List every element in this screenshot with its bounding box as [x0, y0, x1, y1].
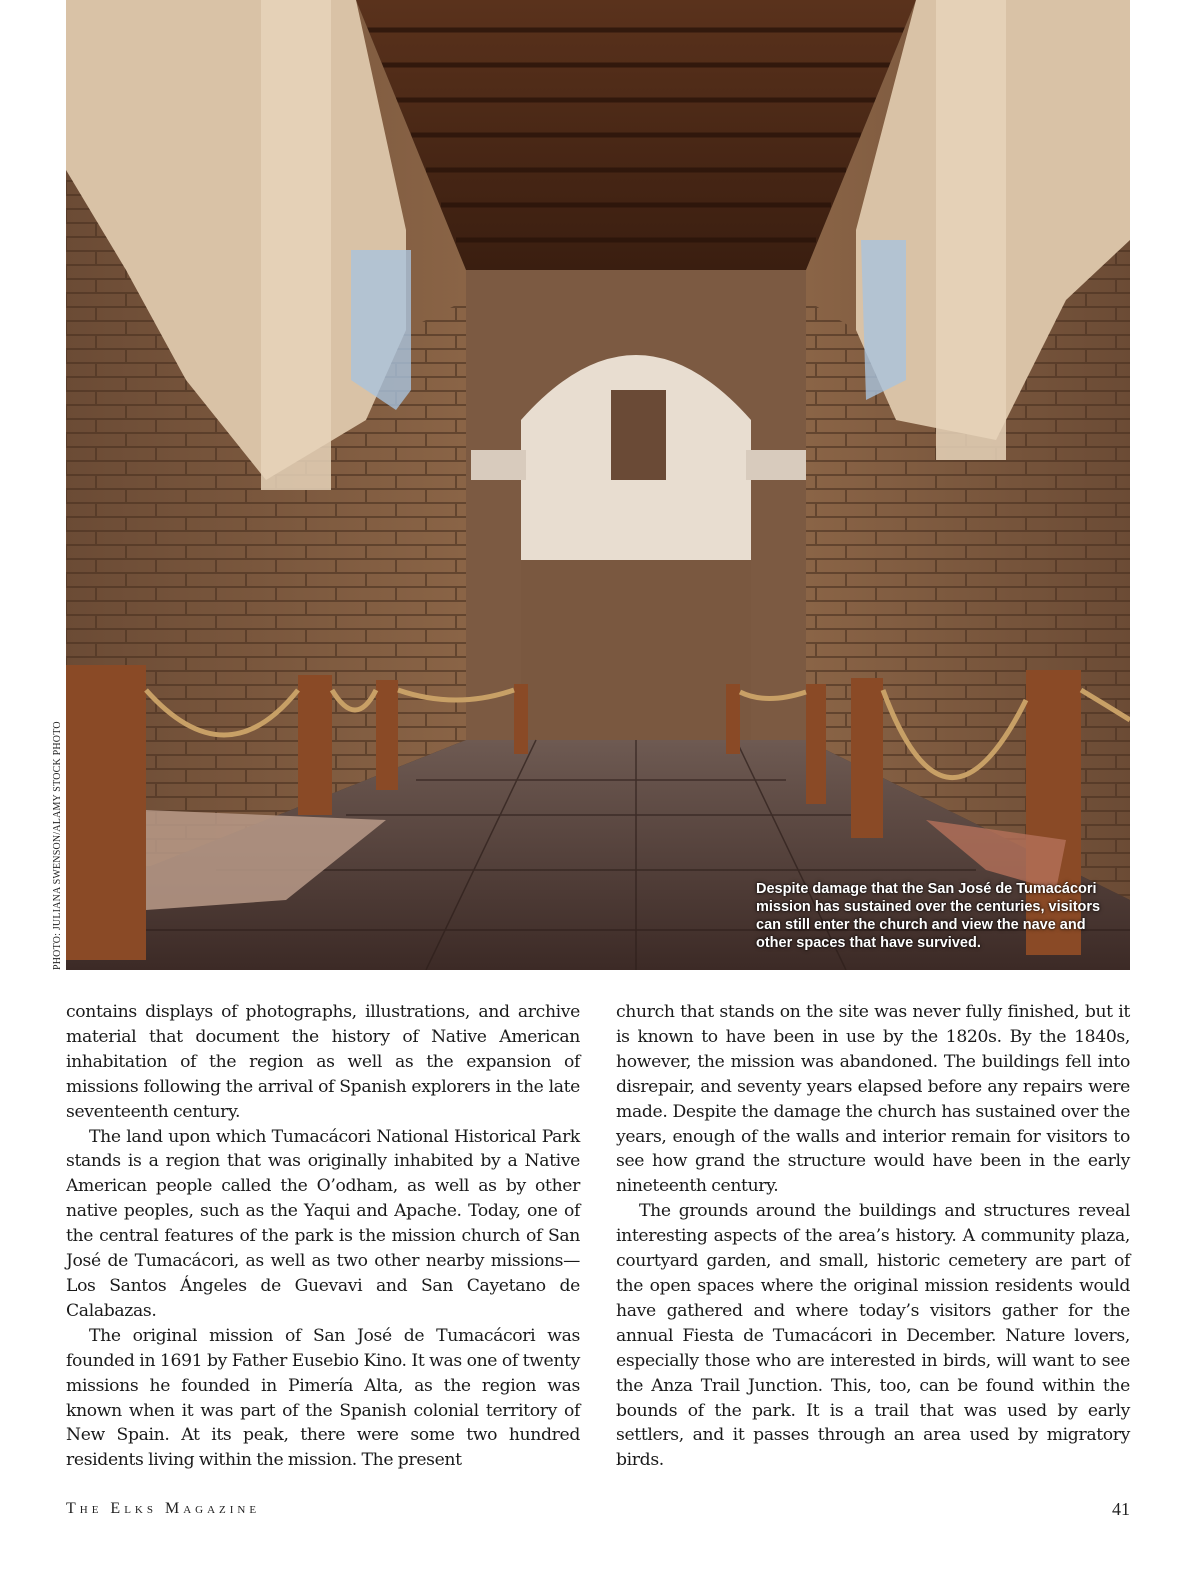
photo-credit: PHOTO: JULIANA SWENSON/ALAMY STOCK PHOTO — [52, 721, 63, 970]
paragraph: The land upon which Tumacácori National Historical Park stands is a region that was originally inhabited by a Native American people called the O’odham, as well as by other native peoples, such as the Yaqui and Apache. Today, one of the central features of the park is the mission church of San José de Tumacácori, as well as two other nearby missions—Los Santos Ángeles de Guevavi and San Cayetano de Calabazas. — [66, 1126, 580, 1321]
paragraph: contains displays of photographs, illustrations, and archive material that document the history of Native American inhabitation of the region as well as the expansion of missions following the arrival of Spanish explorers in the late seventeenth century. — [66, 1002, 580, 1122]
paragraph: church that stands on the site was never fully finished, but it is known to have been in use by the 1820s. By the 1840s, however, the mission was abandoned. The buildings fell into disrepair, and seventy years elapsed before any repairs were made. Despite the damage the church has sustained over the years, enough of the walls and interior remain for visitors to see how grand the structure would have been in the early nineteenth century. — [616, 1002, 1130, 1197]
paragraph: The grounds around the buildings and structures reveal interesting aspects of the area’s history. A community plaza, courtyard garden, and small, historic cemetery are part of the open spaces where the original mission residents would have gathered and where today’s visitors gather for the annual Fiesta de Tumacácori in December. Nature lovers, especially those who are interested in birds, will want to see the Anza Trail Junction. This, too, can be found within the bounds of the park. It is a trail that was used by early settlers, and it passes through an area used by migratory birds. — [616, 1201, 1130, 1471]
magazine-title: The Elks Magazine — [66, 1500, 261, 1517]
article-left-column — [66, 1000, 580, 1473]
photo-caption: Despite damage that the San José de Tumacácori mission has sustained over the centuries, visitors can still enter the church and view the nave and other spaces that have survived. — [756, 881, 1101, 951]
article-right-column — [616, 1000, 1130, 1473]
paragraph: The original mission of San José de Tumacácori was founded in 1691 by Father Eusebio Kino. It was one of twenty missions he founded in Pimería Alta, as the region was known when it was part of the Spanish colonial territory of New Spain. At its peak, there were some two hundred residents living within the mission. The present — [66, 1325, 580, 1471]
page-number: 41 — [1112, 1499, 1130, 1519]
mission-church-photo — [66, 0, 1130, 970]
